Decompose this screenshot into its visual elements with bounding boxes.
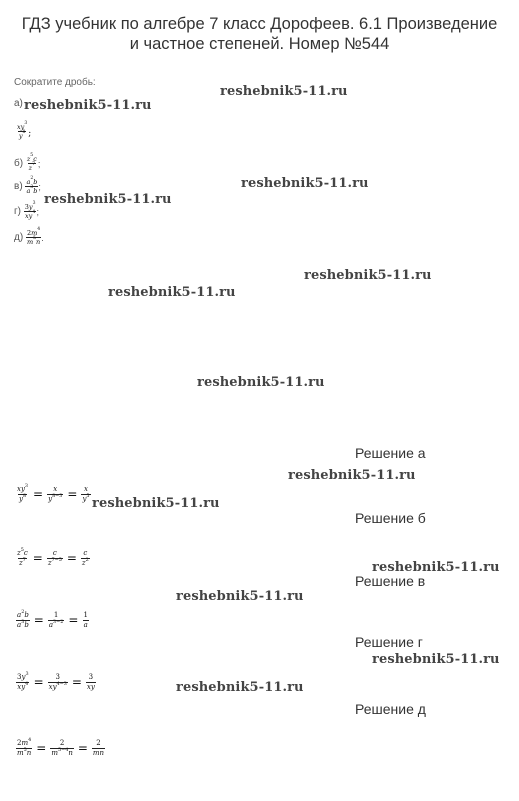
watermark: reshebnik5-11.ru [372,560,500,575]
solution-d-formula: $\frac{3y^3}{xy^4}$ = $\frac{3}{xy^{4-3}}$ = $\frac{3}{xy}$ [17,671,95,691]
watermark: reshebnik5-11.ru [220,84,348,99]
watermark: reshebnik5-11.ru [241,176,369,191]
watermark: reshebnik5-11.ru [176,680,304,695]
solution-e-formula: $\frac{2m^4}{m^5n}$ = $\frac{2}{m^{5-4}n}$ = $\frac{2}{mn}$ [17,737,105,757]
task-a-fraction: $\frac{xy^3}{y^8}$ ; [17,121,32,140]
solution-c-heading: Решение в [355,573,426,589]
watermark: reshebnik5-11.ru [372,652,500,667]
watermark: reshebnik5-11.ru [92,496,220,511]
solution-a-heading: Решение а [355,445,426,461]
watermark: reshebnik5-11.ru [44,192,172,207]
task-d-label: г) $\frac{3y^3}{xy^4}$ ; [14,201,40,220]
solution-d-heading: Решение г [355,634,423,650]
solution-b-heading: Решение б [355,510,426,526]
page-title: ГДЗ учебник по алгебре 7 класс Дорофеев. 6.1 Произведение и частное степеней. Номер №544 [21,15,498,53]
task-b-label: б) $\frac{z^5c}{z^7}$ ; [14,153,41,172]
task-c-label: в) $\frac{a^2b}{a^3b}$ ; [14,176,41,195]
solution-c-formula: $\frac{a^2b}{a^3b}$ = $\frac{1}{a^{3-2}}$ = $\frac{1}{a}$ [17,609,88,629]
task-a-label: а) [14,98,23,109]
solution-b-formula: $\frac{z^5c}{z^7}$ = $\frac{c}{z^{7-5}}$ = $\frac{c}{z^2}$ [17,547,89,567]
watermark: reshebnik5-11.ru [108,285,236,300]
task-e-label: д) $\frac{2m^4}{m^5n}$ . [14,227,44,246]
watermark: reshebnik5-11.ru [176,589,304,604]
solution-e-heading: Решение д [355,701,426,717]
watermark: reshebnik5-11.ru [288,468,416,483]
task-intro: Сократите дробь: [14,77,96,88]
watermark: reshebnik5-11.ru [304,268,432,283]
watermark: reshebnik5-11.ru [24,98,152,113]
solution-a-formula: $\frac{xy^3}{y^8}$ = $\frac{x}{y^{8-3}}$ = $\frac{x}{y^5}$ [17,483,90,503]
watermark: reshebnik5-11.ru [197,375,325,390]
